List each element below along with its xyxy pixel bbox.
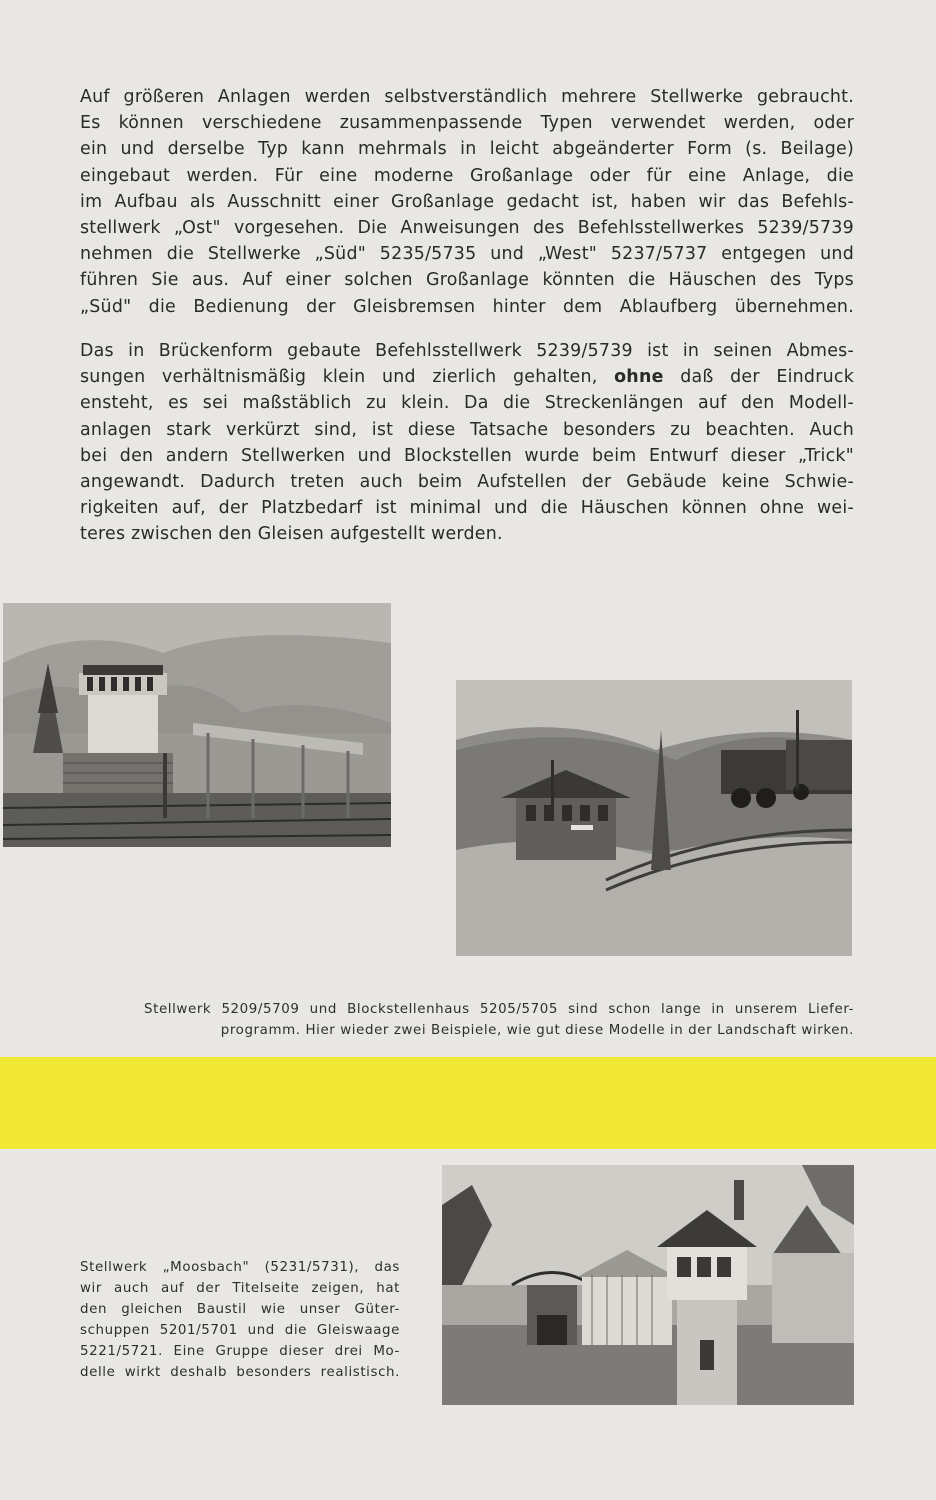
text-line: teres zwischen den Gleisen aufgestellt werden.: [80, 524, 503, 545]
text-line: Auf größeren Anlagen werden selbstverständlich mehrere Stellwerke gebraucht.: [80, 87, 854, 107]
caption-line: Stellwerk 5209/5709 und Blockstellenhaus 5205/5705 sind schon lange in unserem Liefer-: [144, 1002, 854, 1017]
photo-caption-moosbach: [80, 1257, 400, 1383]
second-paragraph: [80, 338, 854, 548]
caption-line: schuppen 5201/5701 und die Gleiswaage: [80, 1323, 400, 1338]
caption-line: 5221/5721. Eine Gruppe dieser drei Mo-: [80, 1344, 400, 1359]
text-line: anlagen stark verkürzt sind, ist diese Tatsache besonders zu beachten. Auch: [80, 419, 854, 440]
emphasis-word: ohne: [614, 367, 664, 388]
caption-line: programm. Hier wieder zwei Beispiele, wie gut diese Modelle in der Landschaft wirken.: [220, 1023, 854, 1038]
photo-block-post-with-train: [456, 680, 852, 956]
intro-paragraph: [80, 84, 854, 320]
photo-bridge-signal-box: [3, 603, 391, 847]
photo-moosbach-signal-box: [442, 1165, 854, 1405]
text-line: ein und derselbe Typ kann mehrmals in leicht abgeänderter Form (s. Beilage): [80, 139, 854, 160]
text-line: eingebaut werden. Für eine moderne Großanlage oder für eine Anlage, die: [80, 165, 854, 186]
caption-line: den gleichen Baustil wie unser Güter-: [80, 1302, 400, 1317]
text-line: stellwerk „Ost" vorgesehen. Die Anweisungen des Befehlsstellwerkes 5239/5739: [80, 218, 854, 239]
text-line: im Aufbau als Ausschnitt einer Großanlage gedacht ist, haben wir das Befehls-: [80, 191, 854, 212]
text-line: Das in Brückenform gebaute Befehlsstellwerk 5239/5739 ist in seinen Abmes-: [80, 341, 854, 361]
text-line-with-emphasis: [80, 364, 854, 390]
text-line: bei den andern Stellwerken und Blockstellen wurde beim Entwurf dieser „Trick": [80, 445, 854, 466]
text-line: führen Sie aus. Auf einer solchen Großanlage könnten die Häuschen des Typs: [80, 270, 854, 291]
text-segment: daß der Eindruck: [680, 367, 855, 388]
text-line: nehmen die Stellwerke „Süd" 5235/5735 und „West" 5237/5737 entgegen und: [80, 244, 854, 265]
yellow-band: [0, 1057, 936, 1149]
caption-line: wir auch auf der Titelseite zeigen, hat: [80, 1281, 400, 1296]
text-line: ensteht, es sei maßstäblich zu klein. Da die Streckenlängen auf den Modell-: [80, 393, 854, 414]
text-line: angewandt. Dadurch treten auch beim Aufstellen der Gebäude keine Schwie-: [80, 472, 854, 493]
text-line: rigkeiten auf, der Platzbedarf ist minimal und die Häuschen können ohne wei-: [80, 498, 854, 519]
photo-caption: [144, 999, 854, 1041]
text-segment: sungen verhältnismäßig klein und zierlich gehalten,: [80, 367, 598, 388]
text-line: „Süd" die Bedienung der Gleisbremsen hinter dem Ablaufberg übernehmen.: [80, 296, 854, 317]
caption-line: delle wirkt deshalb besonders realistisch.: [80, 1365, 400, 1380]
text-line: Es können verschiedene zusammenpassende Typen verwendet werden, oder: [80, 113, 854, 134]
caption-line: Stellwerk „Moosbach" (5231/5731), das: [80, 1260, 400, 1275]
